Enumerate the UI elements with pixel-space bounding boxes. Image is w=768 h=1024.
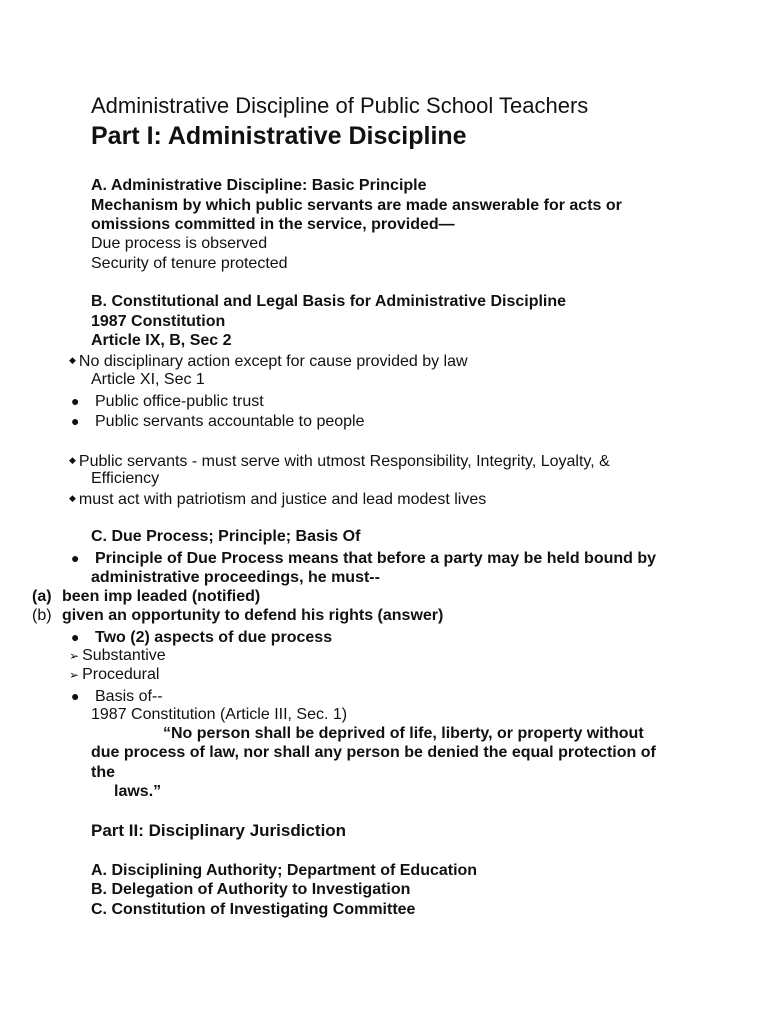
part2-item-b: B. Delegation of Authority to Investigation: [91, 881, 411, 898]
list-item-text: Public office-public trust: [95, 393, 264, 410]
part2-item-c: C. Constitution of Investigating Committee: [91, 901, 416, 918]
list-item-text: Basis of--: [95, 688, 163, 705]
list-item-continuation: Efficiency: [91, 470, 160, 487]
diamond-bullet-icon: ◆: [69, 455, 76, 465]
sectionA-text-2: omissions committed in the service, provided—: [91, 216, 455, 233]
list-item-text: Principle of Due Process means that before a party may be held bound by: [95, 550, 657, 567]
arrow-bullet-icon: ➢: [69, 668, 80, 682]
sectionB-sub-2: Article IX, B, Sec 2: [91, 332, 232, 349]
list-item-text: Public servants - must serve with utmost Responsibility, Integrity, Loyalty, &: [78, 453, 610, 470]
part1-heading: Part I: Administrative Discipline: [91, 122, 467, 150]
bullet-icon: ●: [71, 629, 80, 645]
list-label: (a): [32, 588, 52, 605]
list-item-text: must act with patriotism and justice and lead modest lives: [78, 491, 487, 508]
diamond-bullet-icon: ◆: [69, 493, 76, 503]
list-item: [69, 665, 159, 685]
list-item: [69, 488, 486, 510]
part2-item-a: A. Disciplining Authority; Department of Education: [91, 862, 478, 879]
list-item: [69, 646, 166, 666]
sectionA-item-1: Due process is observed: [91, 235, 268, 252]
list-label: (b): [32, 607, 52, 624]
list-item: [71, 686, 163, 707]
list-item-text: Two (2) aspects of due process: [95, 629, 333, 646]
sectionB-heading: B. Constitutional and Legal Basis for Administrative Discipline: [91, 293, 567, 310]
quote-line-2: due process of law, nor shall any person be denied the equal protection of: [91, 744, 656, 761]
list-item: [32, 587, 260, 607]
list-item: [69, 350, 468, 372]
diamond-bullet-icon: ◆: [69, 355, 76, 365]
sectionA-heading: A. Administrative Discipline: Basic Principle: [91, 177, 427, 194]
quote-line-1: “No person shall be deprived of life, liberty, or property without: [163, 725, 644, 742]
constitution-ref: 1987 Constitution (Article III, Sec. 1): [91, 706, 348, 723]
list-item-text: Public servants accountable to people: [95, 413, 365, 430]
list-item: [71, 627, 332, 648]
list-item: [32, 606, 443, 626]
list-item: [71, 411, 365, 432]
document-title: Administrative Discipline of Public School Teachers: [91, 93, 589, 118]
bullet-icon: ●: [71, 393, 80, 409]
sectionB-sub-1: 1987 Constitution: [91, 313, 226, 330]
arrow-bullet-icon: ➢: [69, 649, 80, 663]
bullet-icon: ●: [71, 413, 80, 429]
sectionB-article: Article XI, Sec 1: [91, 371, 205, 388]
quote-line-4: laws.”: [114, 783, 162, 800]
list-item-text: Substantive: [82, 647, 166, 664]
sectionA-item-2: Security of tenure protected: [91, 255, 288, 272]
list-item-text: No disciplinary action except for cause provided by law: [78, 353, 468, 370]
list-item-text: given an opportunity to defend his rights (answer): [62, 607, 444, 624]
sectionC-heading: C. Due Process; Principle; Basis Of: [91, 528, 361, 545]
bullet-icon: ●: [71, 550, 80, 566]
list-item-text: Procedural: [82, 666, 160, 683]
part2-heading: Part II: Disciplinary Jurisdiction: [91, 821, 347, 840]
list-item-text: been imp leaded (notified): [62, 588, 261, 605]
list-item: [71, 548, 656, 569]
list-item: [71, 391, 264, 412]
quote-line-3: the: [91, 764, 115, 781]
list-item-continuation: administrative proceedings, he must--: [91, 569, 380, 586]
bullet-icon: ●: [71, 688, 80, 704]
sectionA-text-1: Mechanism by which public servants are made answerable for acts or: [91, 197, 622, 214]
